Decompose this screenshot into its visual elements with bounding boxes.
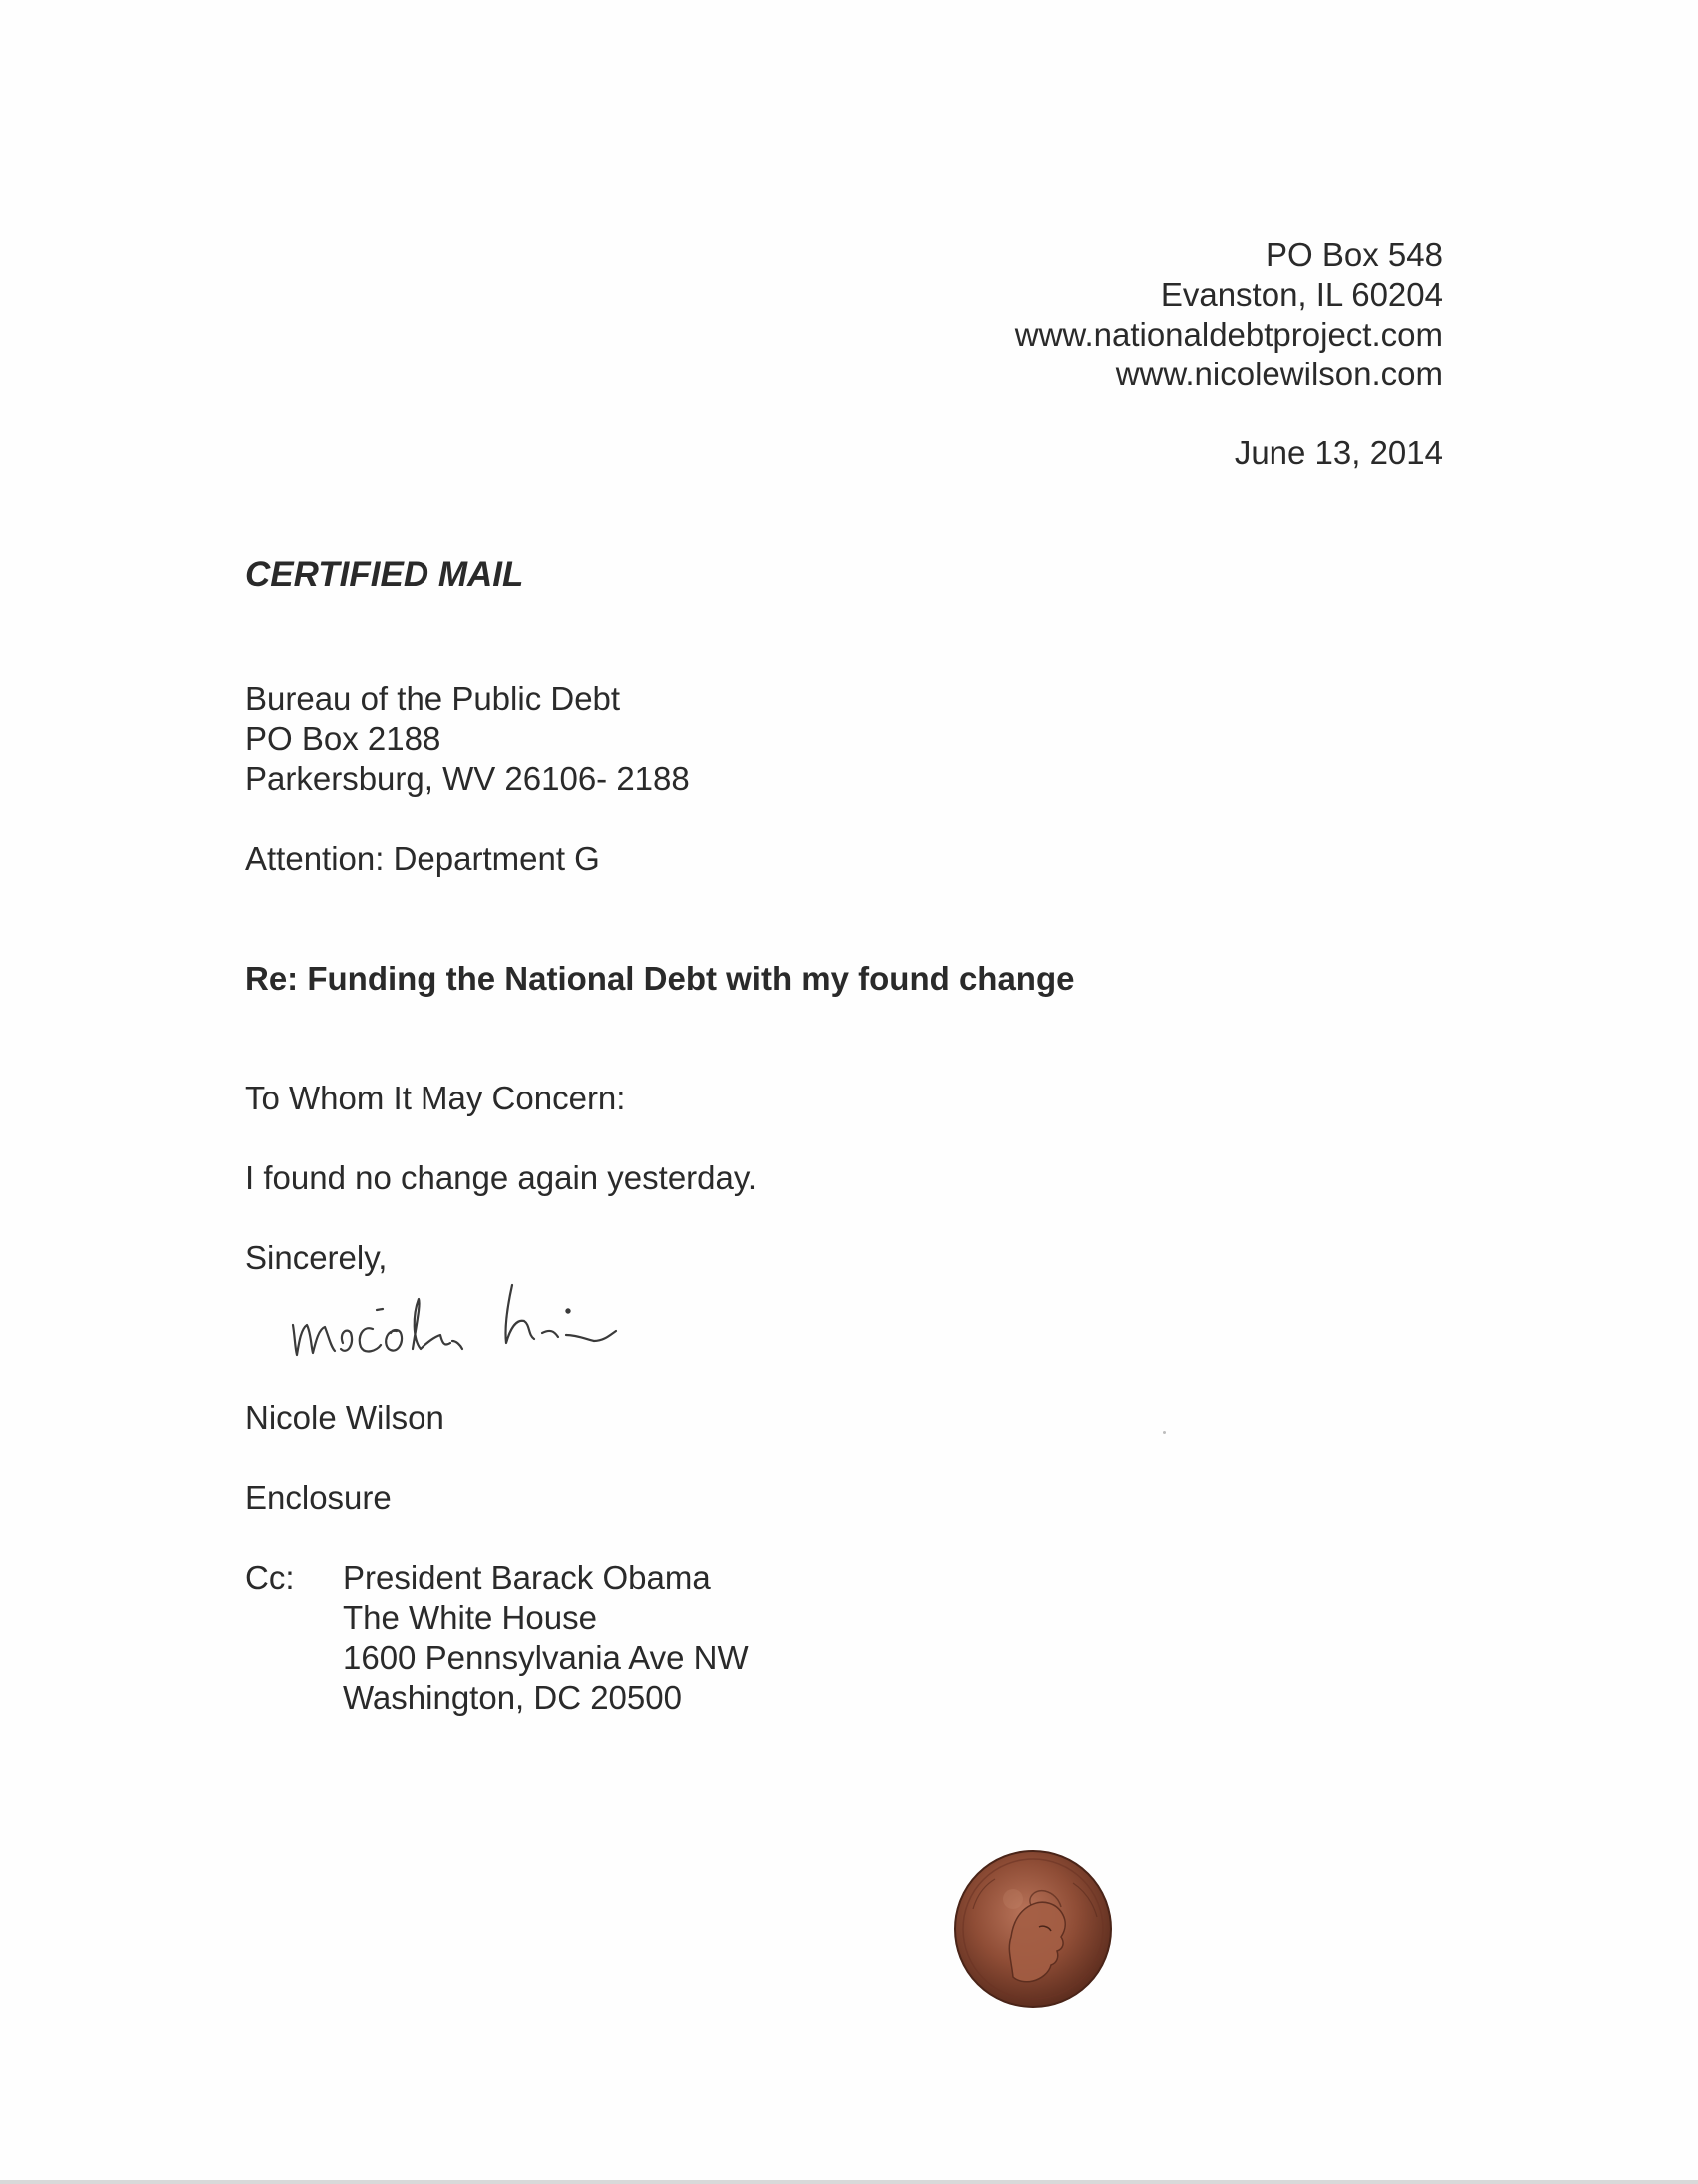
scan-speck (1163, 1431, 1166, 1434)
cc-label: Cc: (245, 1559, 295, 1596)
page-bottom-edge (0, 2180, 1698, 2184)
recipient-name: Bureau of the Public Debt (245, 680, 621, 717)
cc-line-2: The White House (343, 1599, 597, 1636)
attention-line: Attention: Department G (245, 840, 600, 877)
letter-date: June 13, 2014 (1234, 434, 1443, 471)
sender-website-1: www.nationaldebtproject.com (1014, 316, 1443, 353)
penny-coin-image (953, 1849, 1113, 2009)
sender-address-line2: Evanston, IL 60204 (1160, 276, 1443, 313)
cc-line-1: President Barack Obama (343, 1559, 711, 1596)
recipient-address-line1: PO Box 2188 (245, 720, 441, 757)
enclosure-note: Enclosure (245, 1479, 392, 1516)
salutation: To Whom It May Concern: (245, 1080, 626, 1116)
subject-line: Re: Funding the National Debt with my found change (245, 960, 1075, 997)
sender-website-2: www.nicolewilson.com (1115, 356, 1443, 392)
certified-mail-heading: CERTIFIED MAIL (245, 555, 524, 594)
closing: Sincerely, (245, 1239, 388, 1276)
cc-line-3: 1600 Pennsylvania Ave NW (343, 1639, 749, 1676)
cc-line-4: Washington, DC 20500 (343, 1679, 682, 1716)
sender-address-line1: PO Box 548 (1266, 236, 1443, 273)
recipient-address-line2: Parkersburg, WV 26106- 2188 (245, 760, 690, 797)
signer-name: Nicole Wilson (245, 1399, 444, 1436)
handwritten-signature (285, 1263, 684, 1373)
body-paragraph: I found no change again yesterday. (245, 1159, 758, 1196)
